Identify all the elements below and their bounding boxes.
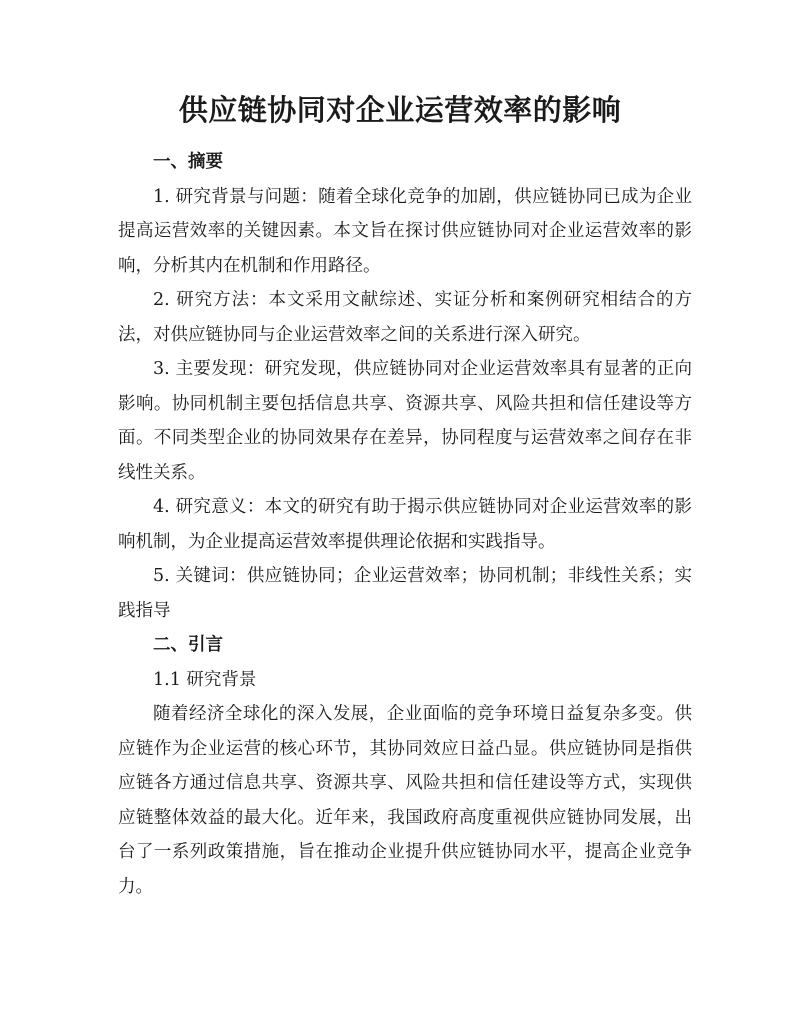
document-title: 供应链协同对企业运营效率的影响 <box>178 93 622 127</box>
intro-paragraph: 随着经济全球化的深入发展，企业面临的竞争环境日益复杂多变。供应链作为企业运营的核心环节，其协同效应日益凸显。供应链协同是指供应链各方通过信息共享、资源共享、风险共担和信任建设等方式，实现供应链整体效益的最大化。近年来，我国政府高度重视供应链协同发展，出台了一系列政策措施，旨在推动企业提升供应链协同水平，提高企业竞争力。 <box>118 704 692 897</box>
abstract-item-method: 2. 研究方法：本文采用文献综述、实证分析和案例研究相结合的方法，对供应链协同与企业运营效率之间的关系进行深入研究。 <box>118 290 692 345</box>
document-body <box>118 145 692 904</box>
section-heading-abstract: 一、摘要 <box>153 152 223 172</box>
section-heading-introduction: 二、引言 <box>153 635 223 655</box>
abstract-item-keywords: 5. 关键词：供应链协同；企业运营效率；协同机制；非线性关系；实践指导 <box>118 566 692 621</box>
subsection-heading-background: 1.1 研究背景 <box>153 669 257 690</box>
abstract-item-significance: 4. 研究意义：本文的研究有助于揭示供应链协同对企业运营效率的影响机制，为企业提高运营效率提供理论依据和实践指导。 <box>118 497 692 552</box>
abstract-item-background: 1. 研究背景与问题：随着全球化竞争的加剧，供应链协同已成为企业提高运营效率的关键因素。本文旨在探讨供应链协同对企业运营效率的影响，分析其内在机制和作用路径。 <box>118 186 692 276</box>
abstract-item-findings: 3. 主要发现：研究发现，供应链协同对企业运营效率具有显著的正向影响。协同机制主要包括信息共享、资源共享、风险共担和信任建设等方面。不同类型企业的协同效果存在差异，协同程度与运营效率之间存在非线性关系。 <box>118 359 692 483</box>
